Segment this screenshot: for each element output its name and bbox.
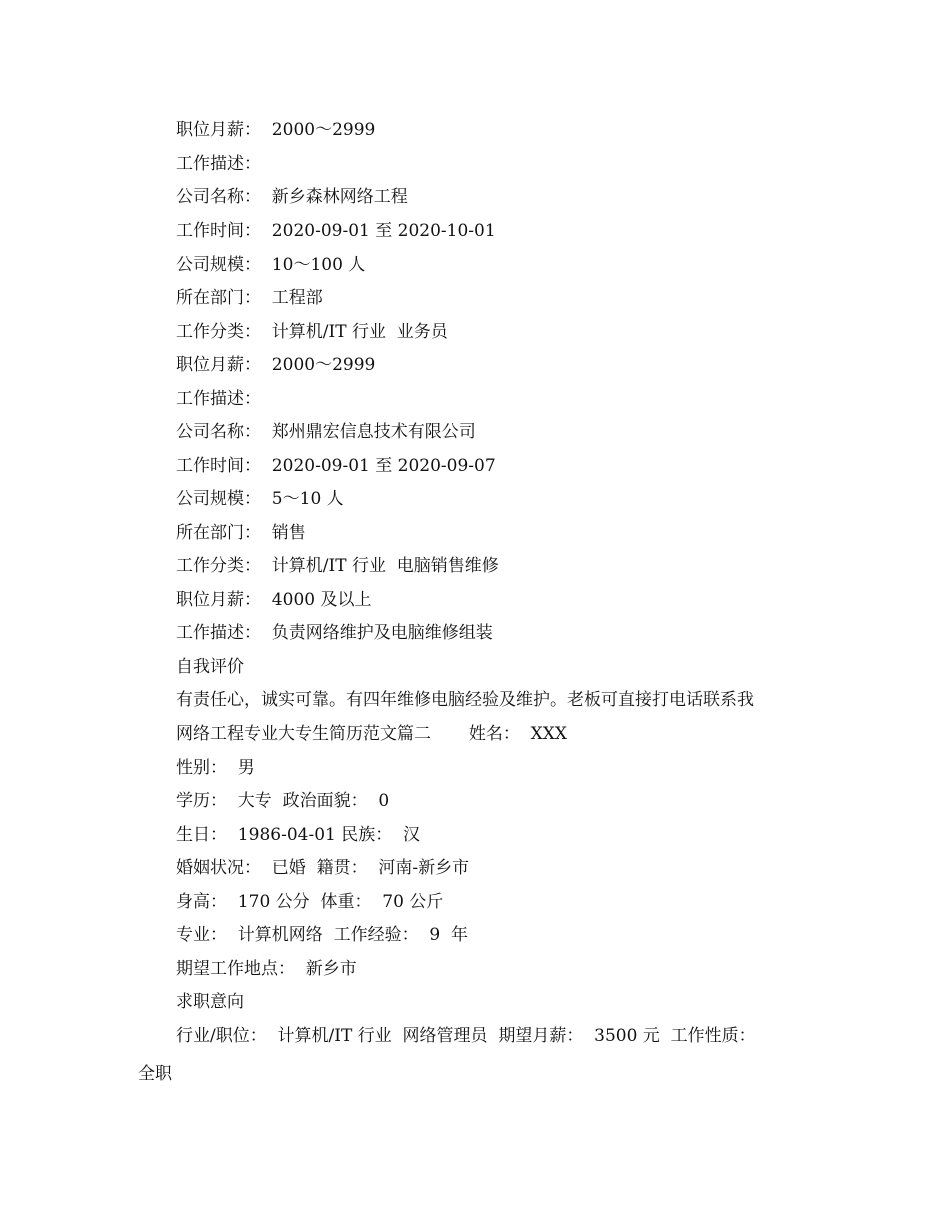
text-line: 工作分类： 计算机/IT 行业 业务员 [176,322,448,342]
text-line: 学历： 大专 政治面貌： 0 [176,791,390,811]
text-line: 工作描述： 负责网络维护及电脑维修组装 [176,623,493,643]
text-line: 职位月薪： 4000 及以上 [176,590,372,610]
text-line: 行业/职位： 计算机/IT 行业 网络管理员 期望月薪： 3500 元 工作性质： [176,1026,756,1046]
text-line: 工作分类： 计算机/IT 行业 电脑销售维修 [176,556,499,576]
text-line: 所在部门： 工程部 [176,288,323,308]
text-line: 公司规模： 10～100 人 [176,255,366,275]
text-line: 工作时间： 2020-09-01 至 2020-09-07 [176,456,496,476]
text-line: 专业： 计算机网络 工作经验： 9 年 [176,925,469,945]
text-line: 性别： 男 [176,758,255,778]
text-line: 工作描述： [176,154,261,174]
text-line: 所在部门： 销售 [176,523,306,543]
text-line: 全职 [138,1064,172,1084]
text-line: 网络工程专业大专生简历范文篇二 姓名： XXX [176,724,567,744]
text-line: 期望工作地点： 新乡市 [176,959,357,979]
text-line: 职位月薪： 2000～2999 [176,355,376,375]
text-line: 生日： 1986-04-01 民族： 汉 [176,825,421,845]
text-line: 公司名称： 新乡森林网络工程 [176,187,408,207]
section-heading: 自我评价 [176,657,244,677]
text-line: 公司规模： 5～10 人 [176,489,344,509]
text-line: 有责任心，诚实可靠。有四年维修电脑经验及维护。老板可直接打电话联系我 [176,690,754,710]
text-line: 职位月薪： 2000～2999 [176,120,376,140]
text-line: 公司名称： 郑州鼎宏信息技术有限公司 [176,422,476,442]
text-line: 身高： 170 公分 体重： 70 公斤 [176,892,444,912]
text-line: 婚姻状况： 已婚 籍贯： 河南-新乡市 [176,858,470,878]
text-line: 工作描述： [176,389,261,409]
section-heading: 求职意向 [176,992,244,1012]
text-line: 工作时间： 2020-09-01 至 2020-10-01 [176,221,496,241]
